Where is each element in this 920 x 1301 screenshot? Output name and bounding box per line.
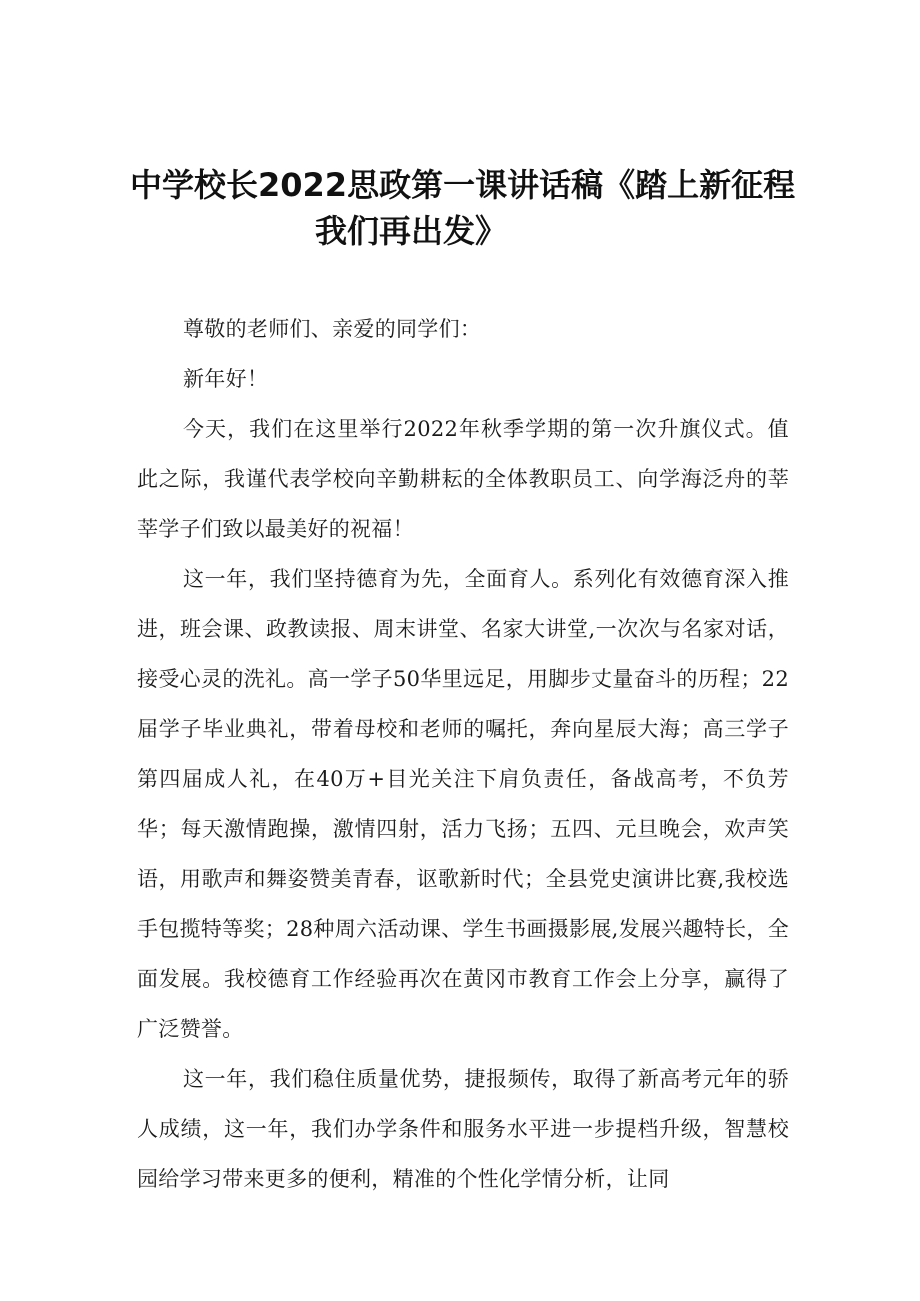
title-line-1: 中学校长2022思政第一课讲话稿《踏上新征程	[130, 166, 796, 204]
title-line-2: 我们再出发》	[315, 212, 508, 250]
greeting-paragraph: 新年好！	[183, 367, 269, 391]
moral-education-paragraph: 这一年，我们坚持德育为先，全面育人。系列化有效德育深入推进，班会课、政教读报、周末讲堂、名家大讲堂,一次次与名家对话，接受心灵的洗礼。高一学子50华里远足，用脚步丈量奋斗的历程；22届学子毕业典礼，带着母校和老师的嘱托，奔向星辰大海；高三学子第四届成人礼，在40万+目光关注下肩负责任，备战高考，不负芳华；每天激情跑操，激情四射，活力飞扬；五四、元旦晚会，欢声笑语，用歌声和舞姿赞美青春，讴歌新时代；全县党史演讲比赛,我校选手包揽特等奖；28种周六活动课、学生书画摄影展,发展兴趣特长，全面发展。我校德育工作经验再次在黄冈市教育工作会上分享，赢得了广泛赞誉。	[137, 567, 789, 1041]
document-body	[137, 304, 789, 1204]
salutation-paragraph: 尊敬的老师们、亲爱的同学们：	[183, 317, 482, 341]
document-title	[130, 162, 810, 254]
quality-paragraph: 这一年，我们稳住质量优势，捷报频传，取得了新高考元年的骄人成绩，这一年，我们办学条件和服务水平进一步提档升级，智慧校园给学习带来更多的便利，精准的个性化学情分析，让同	[137, 1067, 789, 1191]
opening-paragraph: 今天，我们在这里举行2022年秋季学期的第一次升旗仪式。值此之际，我谨代表学校向辛勤耕耘的全体教职员工、向学海泛舟的莘莘学子们致以最美好的祝福！	[137, 417, 789, 541]
